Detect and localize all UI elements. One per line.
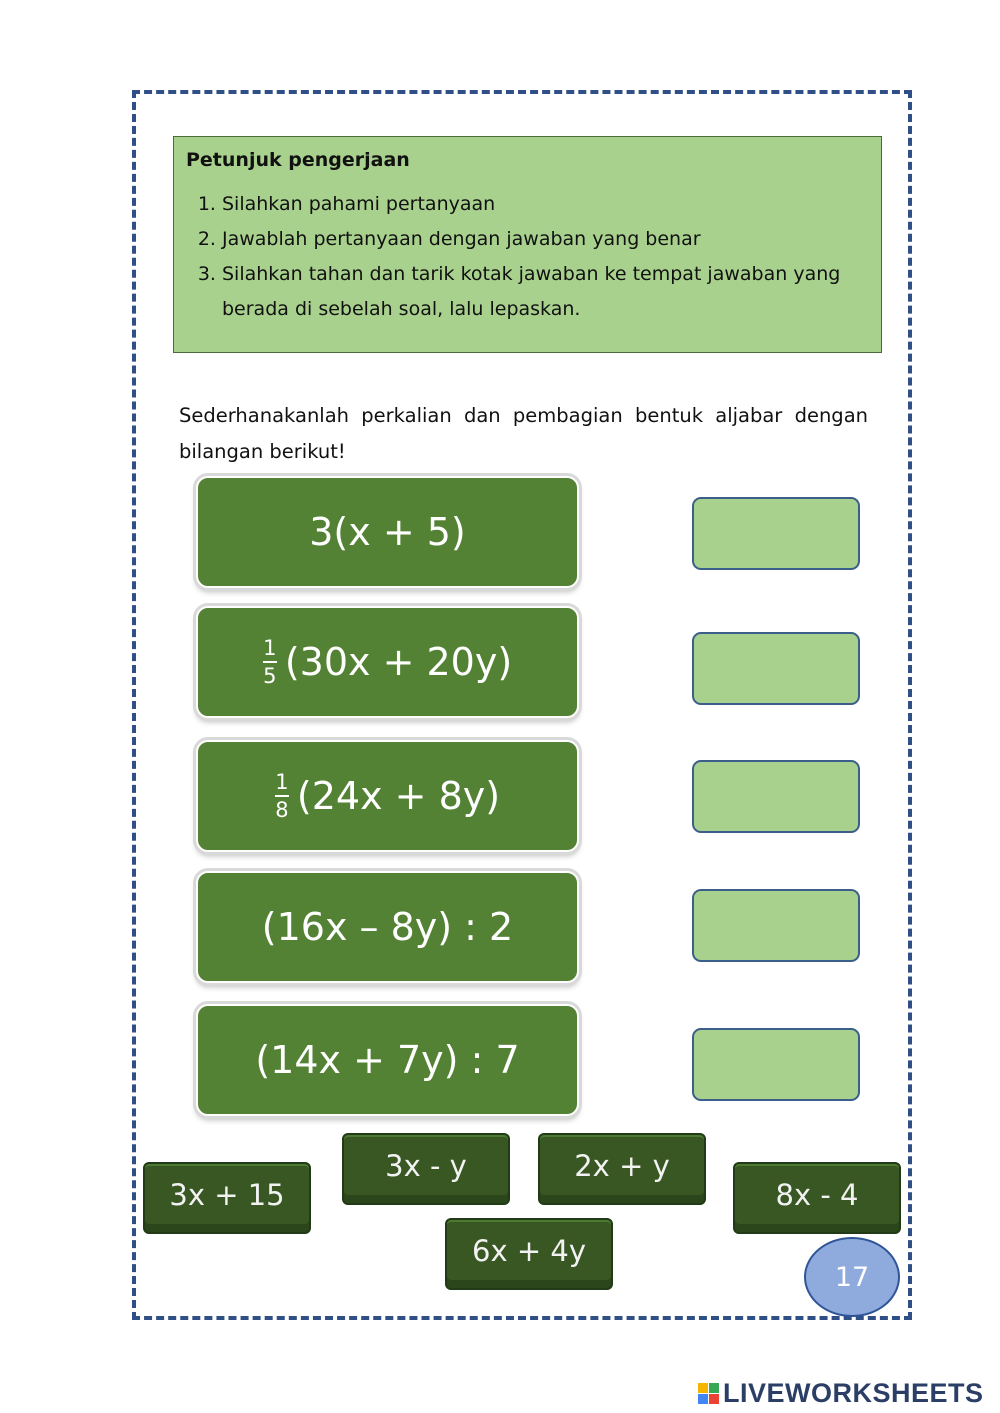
answer-dropzone-2[interactable] bbox=[692, 632, 860, 705]
answer-tile[interactable]: 3x + 15 bbox=[143, 1162, 311, 1234]
answer-tile[interactable]: 2x + y bbox=[538, 1133, 706, 1205]
fraction bbox=[263, 637, 277, 687]
problem-box-2 bbox=[196, 606, 579, 718]
page-number: 17 bbox=[804, 1237, 900, 1317]
fraction-denominator: 5 bbox=[263, 664, 277, 688]
liveworksheets-logo-icon bbox=[698, 1383, 719, 1404]
problem-box-5 bbox=[196, 1004, 579, 1116]
problem-box-1 bbox=[196, 476, 579, 588]
fraction-bar bbox=[263, 661, 277, 663]
fraction-numerator: 1 bbox=[263, 636, 277, 660]
answer-dropzone-3[interactable] bbox=[692, 760, 860, 833]
liveworksheets-logo bbox=[698, 1378, 984, 1408]
instruction-item: 2. Jawablah pertanyaan dengan jawaban yang benar bbox=[222, 222, 869, 257]
instruction-item: 1. Silahkan pahami pertanyaan bbox=[222, 187, 869, 222]
instruction-item: 3. Silahkan tahan dan tarik kotak jawaban ke tempat jawaban yang berada di sebelah soal, lalu lepaskan. bbox=[222, 257, 869, 327]
problem-box-3 bbox=[196, 740, 579, 852]
answer-dropzone-1[interactable] bbox=[692, 497, 860, 570]
instructions-box bbox=[173, 136, 882, 353]
problem-expression: (30x + 20y) bbox=[284, 640, 513, 684]
answer-tile[interactable]: 6x + 4y bbox=[445, 1218, 613, 1290]
fraction bbox=[275, 771, 289, 821]
problem-expression: (14x + 7y) : 7 bbox=[255, 1038, 520, 1082]
fraction-bar bbox=[275, 795, 289, 797]
answer-dropzone-5[interactable] bbox=[692, 1028, 860, 1101]
problem-box-4 bbox=[196, 871, 579, 983]
instructions-list bbox=[186, 187, 869, 327]
problem-expression: 3(x + 5) bbox=[309, 510, 466, 554]
answer-tile[interactable]: 8x - 4 bbox=[733, 1162, 901, 1234]
instructions-title: Petunjuk pengerjaan bbox=[186, 149, 410, 171]
answer-dropzone-4[interactable] bbox=[692, 889, 860, 962]
problem-expression: (16x – 8y) : 2 bbox=[261, 905, 514, 949]
fraction-denominator: 8 bbox=[275, 798, 289, 822]
problem-expression: (24x + 8y) bbox=[296, 774, 501, 818]
question-text: Sederhanakanlah perkalian dan pembagian bentuk aljabar dengan bilangan berikut! bbox=[179, 404, 868, 463]
answer-tile[interactable]: 3x - y bbox=[342, 1133, 510, 1205]
fraction-numerator: 1 bbox=[275, 770, 289, 794]
brand-name: LIVEWORKSHEETS bbox=[723, 1377, 984, 1408]
